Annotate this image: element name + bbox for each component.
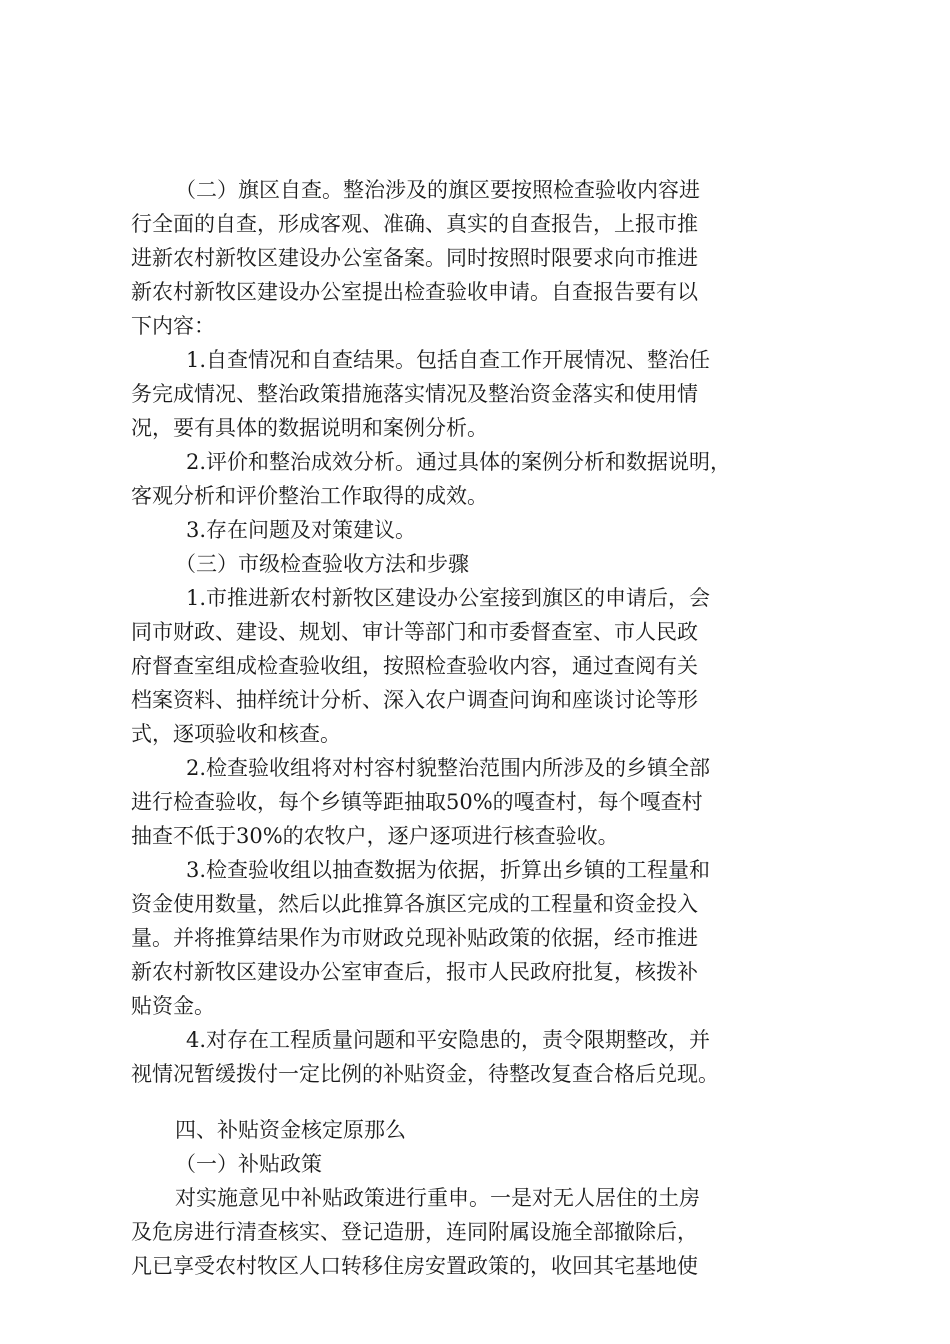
item-2-line-1: 2.评价和整治成效分析。通过具体的案例分析和数据说明，	[186, 450, 732, 474]
subsidy-paragraph-line-3: 凡已享受农村牧区人口转移住房安置政策的，收回其宅基地使	[131, 1254, 698, 1278]
item-1-line-1: 1.自查情况和自查结果。包括自查工作开展情况、整治任	[186, 348, 711, 372]
step-1-line-2: 同市财政、建设、规划、审计等部门和市委督查室、市人民政	[131, 620, 698, 644]
item-1-line-2: 务完成情况、整治政策措施落实情况及整治资金落实和使用情	[131, 382, 698, 406]
step-1-line-3: 府督查室组成检查验收组，按照检查验收内容，通过查阅有关	[131, 654, 698, 678]
subsidy-paragraph-line-1: 对实施意见中补贴政策进行重申。一是对无人居住的土房	[175, 1186, 700, 1210]
step-2-line-1: 2.检查验收组将对村容村貌整治范围内所涉及的乡镇全部	[186, 756, 711, 780]
item-2-line-2: 客观分析和评价整治工作取得的成效。	[131, 484, 488, 508]
subsidy-paragraph-line-2: 及危房进行清查核实、登记造册，连同附属设施全部撤除后，	[131, 1220, 698, 1244]
paragraph-2-line-5: 下内容：	[131, 314, 215, 338]
subsidy-policy-heading: （一）补贴政策	[175, 1152, 322, 1176]
step-1-line-1: 1.市推进新农村新牧区建设办公室接到旗区的申请后，会	[186, 586, 711, 610]
section-3-heading: （三）市级检查验收方法和步骤	[175, 552, 469, 576]
step-3-line-4: 新农村新牧区建设办公室审查后，报市人民政府批复，核拨补	[131, 960, 698, 984]
item-3-line-1: 3.存在问题及对策建议。	[186, 518, 417, 542]
step-4-line-1: 4.对存在工程质量问题和平安隐患的，责令限期整改，并	[186, 1028, 711, 1052]
step-1-line-5: 式，逐项验收和核查。	[131, 722, 341, 746]
step-3-line-1: 3.检查验收组以抽查数据为依据，折算出乡镇的工程量和	[186, 858, 711, 882]
section-4-heading: 四、补贴资金核定原那么	[175, 1118, 406, 1142]
paragraph-2-line-2: 行全面的自查，形成客观、准确、真实的自查报告，上报市推	[131, 212, 698, 236]
step-3-line-3: 量。并将推算结果作为市财政兑现补贴政策的依据，经市推进	[131, 926, 698, 950]
step-3-line-5: 贴资金。	[131, 994, 215, 1018]
step-3-line-2: 资金使用数量，然后以此推算各旗区完成的工程量和资金投入	[131, 892, 698, 916]
paragraph-2-line-4: 新农村新牧区建设办公室提出检查验收申请。自查报告要有以	[131, 280, 698, 304]
step-2-line-2: 进行检查验收，每个乡镇等距抽取50%的嘎查村，每个嘎查村	[131, 790, 703, 814]
paragraph-2-line-3: 进新农村新牧区建设办公室备案。同时按照时限要求向市推进	[131, 246, 698, 270]
item-1-line-3: 况，要有具体的数据说明和案例分析。	[131, 416, 488, 440]
step-1-line-4: 档案资料、抽样统计分析、深入农户调查问询和座谈讨论等形	[131, 688, 698, 712]
step-2-line-3: 抽查不低于30%的农牧户，逐户逐项进行核查验收。	[131, 824, 619, 848]
step-4-line-2: 视情况暂缓拨付一定比例的补贴资金，待整改复查合格后兑现。	[131, 1062, 719, 1086]
paragraph-2-line-1: （二）旗区自查。整治涉及的旗区要按照检查验收内容进	[175, 178, 700, 202]
